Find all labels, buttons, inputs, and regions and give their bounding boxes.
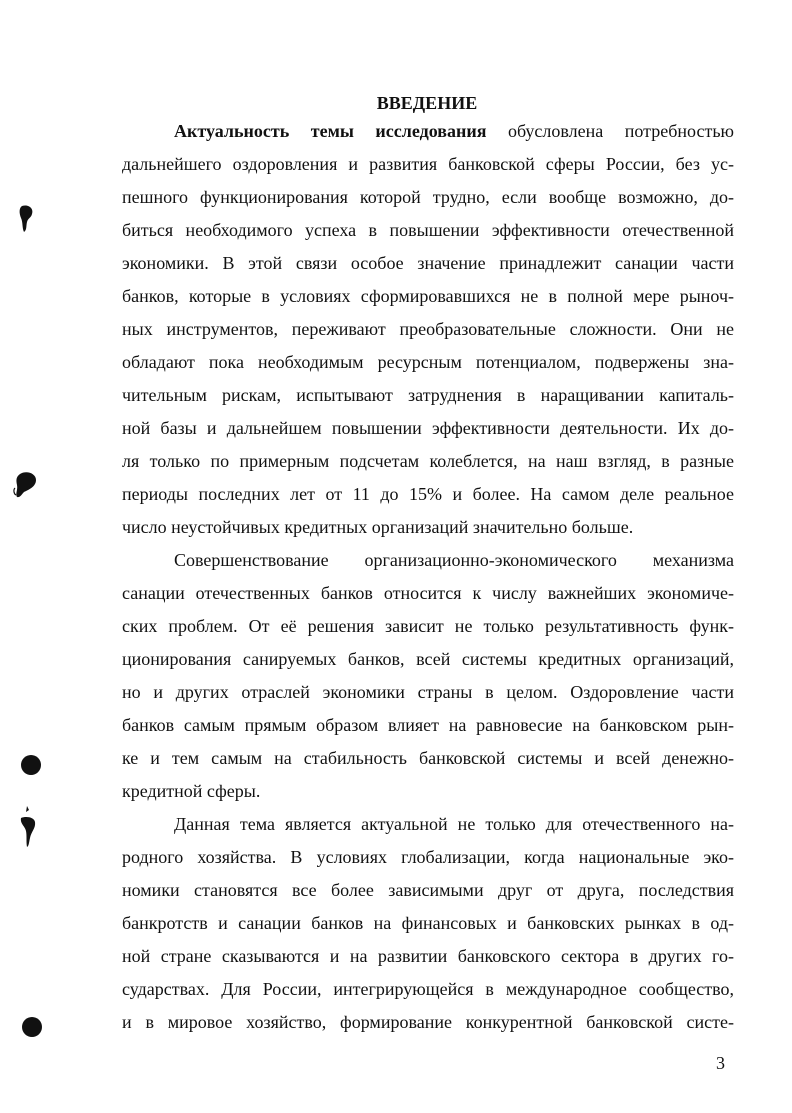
section-title: ВВЕДЕНИЕ	[376, 93, 478, 113]
text-line: и в мировое хозяйство, формирование конкурентной банковской систе-	[122, 1012, 734, 1032]
punch-hole-3	[21, 755, 41, 775]
text-line: но и других отраслей экономики страны в целом. Оздоровление части	[122, 682, 734, 702]
paragraph-1-lead-rest: обусловлена потребностью	[486, 121, 734, 141]
text-line: ной базы и дальнейшем повышении эффективности деятельности. Их до-	[122, 418, 734, 438]
text-line: санации отечественных банков относится к числу важнейших экономиче-	[122, 583, 734, 603]
text-line: родного хозяйства. В условиях глобализации, когда национальные эко-	[122, 847, 734, 867]
page-number: 3	[716, 1053, 725, 1073]
text-line: ных инструментов, переживают преобразовательные сложности. Они не	[122, 319, 734, 339]
punch-mark-2	[12, 470, 38, 500]
paragraph-1-first-line	[174, 120, 734, 142]
text-line: ционирования санируемых банков, всей системы кредитных организаций,	[122, 649, 734, 669]
text-line: кредитной сферы.	[122, 781, 261, 801]
text-line: ля только по примерным подсчетам колеблется, на наш взгляд, в разные	[122, 451, 734, 471]
text-line: число неустойчивых кредитных организаций значительно больше.	[122, 517, 634, 537]
topic-relevance-bold: Актуальность темы исследования	[174, 121, 487, 141]
text-line: банков самым прямым образом влияет на равновесие на банковском рын-	[122, 715, 734, 735]
text-line: пешного функционирования которой трудно, если вообще возможно, до-	[122, 187, 734, 207]
text-line: номики становятся все более зависимыми друг от друга, последствия	[122, 880, 734, 900]
text-line: банкротств и санации банков на финансовых и банковских рынках в од-	[122, 913, 734, 933]
text-line: чительным рискам, испытывают затруднения в наращивании капиталь-	[122, 385, 734, 405]
text-line: экономики. В этой связи особое значение принадлежит санации части	[122, 253, 734, 273]
paragraph-2-first-line: Совершенствование организационно-экономического механизма	[174, 550, 734, 570]
punch-hole-5	[22, 1017, 42, 1037]
text-line: обладают пока необходимым ресурсным потенциалом, подвержены зна-	[122, 352, 734, 372]
text-line: периоды последних лет от 11 до 15% и более. На самом деле реальное	[122, 484, 734, 504]
text-line: ной стране сказываются и на развитии банковского сектора в других го-	[122, 946, 734, 966]
paragraph-3-first-line: Данная тема является актуальной не только для отечественного на-	[174, 814, 734, 834]
punch-mark-4	[18, 806, 38, 848]
text-line: сударствах. Для России, интегрирующейся в международное сообщество,	[122, 979, 734, 999]
text-line: дальнейшего оздоровления и развития банковской сферы России, без ус-	[122, 154, 734, 174]
text-line: биться необходимого успеха в повышении эффективности отечественной	[122, 220, 734, 240]
text-line: ке и тем самым на стабильность банковской системы и всей денежно-	[122, 748, 734, 768]
text-line: ских проблем. От её решения зависит не только результативность функ-	[122, 616, 734, 636]
text-line: банков, которые в условиях сформировавшихся не в полной мере рыноч-	[122, 286, 734, 306]
punch-mark-1	[18, 204, 36, 234]
